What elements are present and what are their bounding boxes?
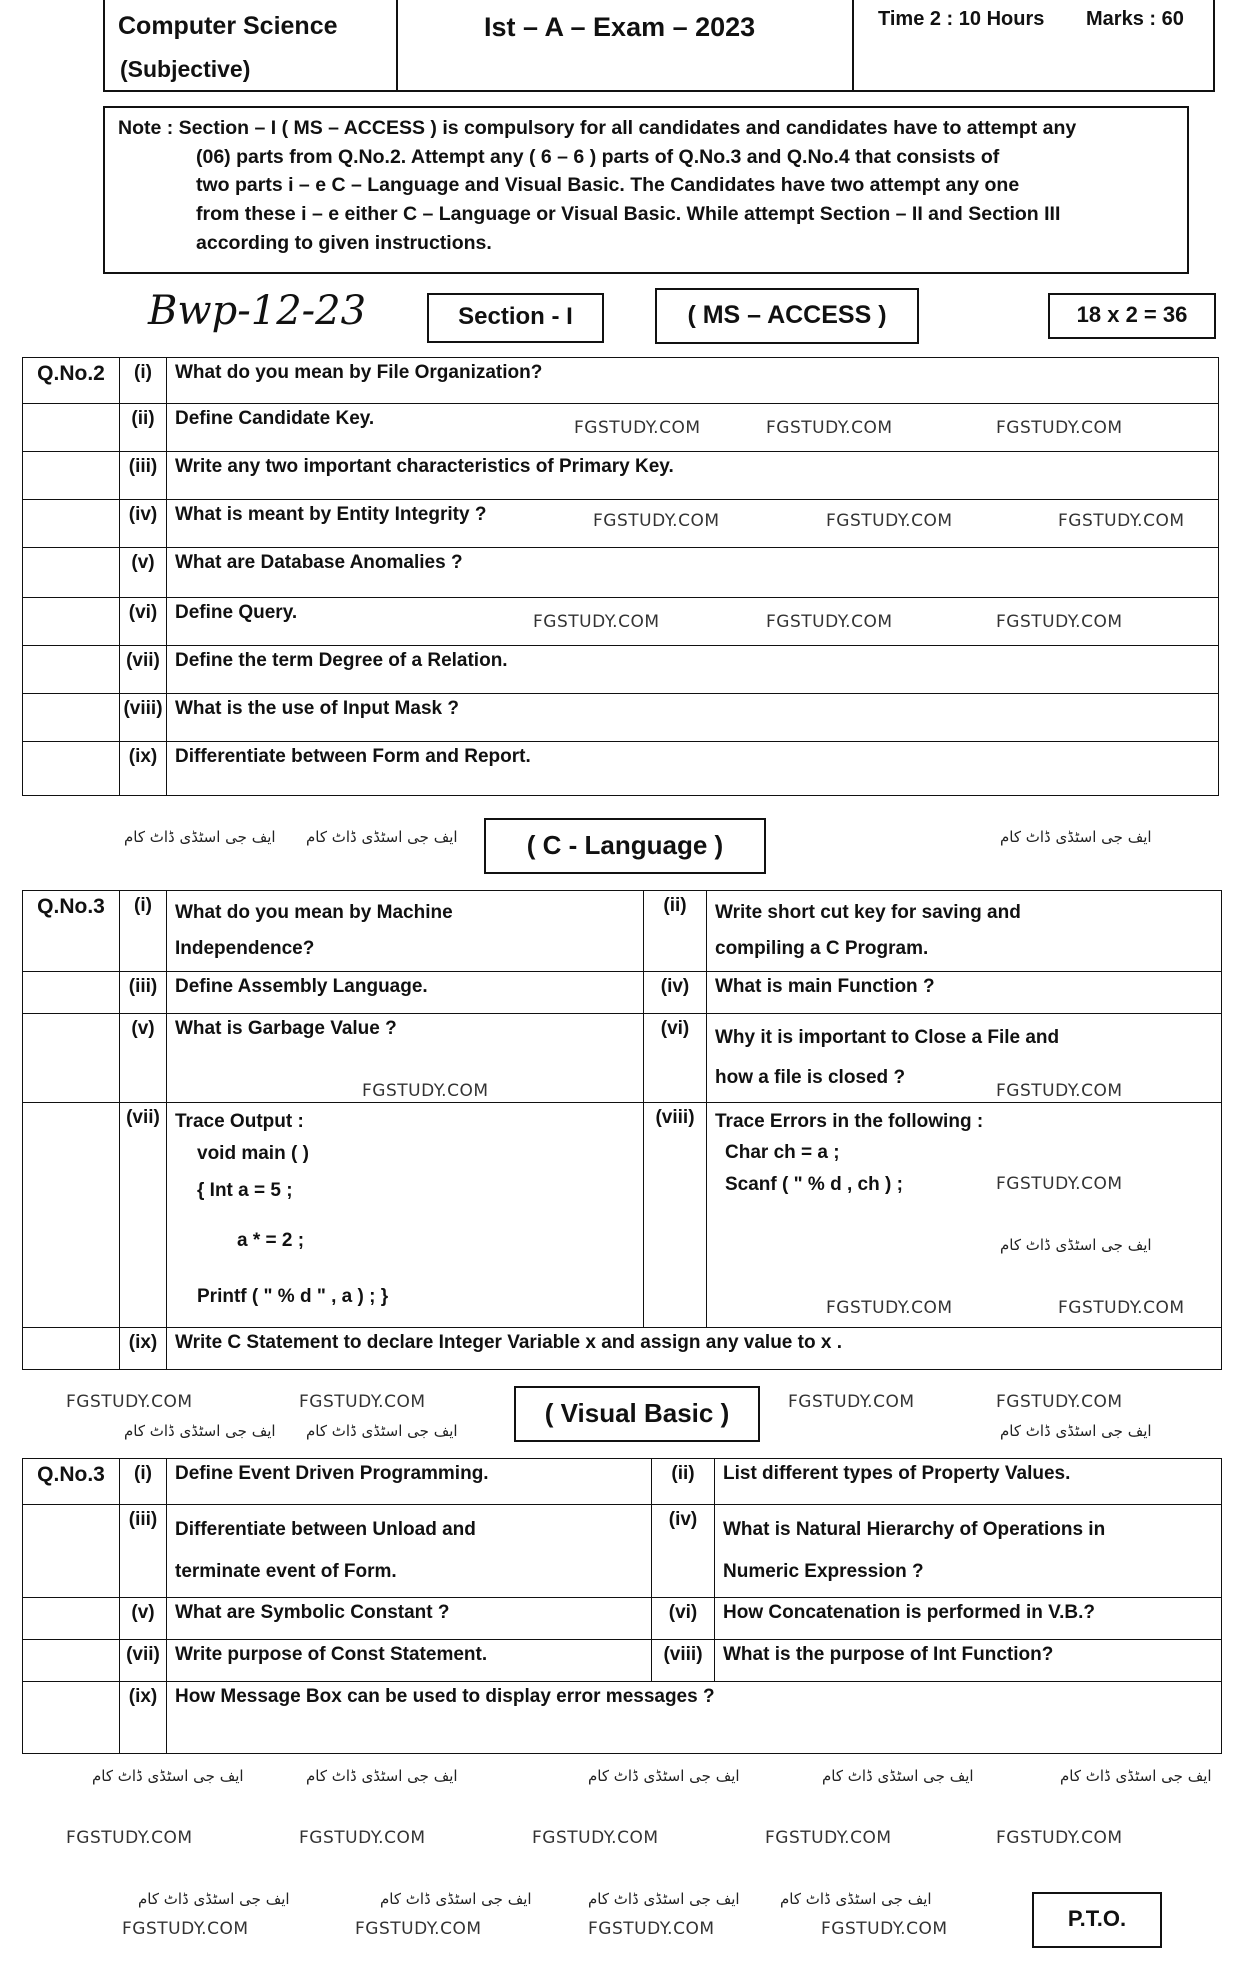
q2-number: Q.No.2 — [23, 358, 120, 404]
vb-part-text: What is Natural Hierarchy of Operations in Numeric Expression ? — [715, 1505, 1222, 1598]
q3-vb-number: Q.No.3 — [23, 1459, 120, 1505]
q2-part-text: What do you mean by File Organization? — [167, 358, 1219, 404]
watermark-text: FGSTUDY.COM — [532, 1828, 659, 1848]
vb-part-number: (ii) — [652, 1459, 715, 1505]
q2-part-text: Write any two important characteristics of Primary Key. — [167, 452, 1219, 500]
vb-part-number: (vi) — [652, 1598, 715, 1640]
watermark-text: FGSTUDY.COM — [1058, 1298, 1185, 1318]
vb-part-text: Differentiate between Unload and terminate event of Form. — [167, 1505, 652, 1598]
vb-part-text: How Concatenation is performed in V.B.? — [715, 1598, 1222, 1640]
vb-part-number: (ix) — [120, 1682, 167, 1754]
visual-basic-title: ( Visual Basic ) — [514, 1386, 760, 1442]
vb-part-number: (vii) — [120, 1640, 167, 1682]
watermark-text: FGSTUDY.COM — [996, 1174, 1123, 1194]
c-part-number: (vii) — [120, 1103, 167, 1328]
exam-time: Time 2 : 10 Hours — [878, 8, 1045, 30]
exam-title: Ist – A – Exam – 2023 — [484, 12, 756, 42]
vb-part-number: (viii) — [652, 1640, 715, 1682]
watermark-urdu: ایف جی اسٹڈی ڈاٹ کام — [124, 1422, 276, 1440]
vb-part-number: (v) — [120, 1598, 167, 1640]
q3-vb-table — [22, 1458, 1222, 1754]
watermark-text: FGSTUDY.COM — [996, 418, 1123, 438]
q2-part-number: (iii) — [120, 452, 167, 500]
note-line-5: according to given instructions. — [196, 232, 492, 254]
c-part-number: (ii) — [644, 891, 707, 972]
watermark-urdu: ایف جی اسٹڈی ڈاٹ کام — [1060, 1767, 1212, 1785]
vb-part-text: List different types of Property Values. — [715, 1459, 1222, 1505]
note-line-4: from these i – e either C – Language or Visual Basic. While attempt Section – II and Section III — [196, 203, 1061, 225]
exam-marks: Marks : 60 — [1086, 8, 1184, 30]
q2-part-text: Define the term Degree of a Relation. — [167, 646, 1219, 694]
watermark-text: FGSTUDY.COM — [826, 1298, 953, 1318]
vb-part-text: What is the purpose of Int Function? — [715, 1640, 1222, 1682]
watermark-text: FGSTUDY.COM — [66, 1828, 193, 1848]
q2-part-number: (iv) — [120, 500, 167, 548]
c-part-number: (vi) — [644, 1014, 707, 1103]
note-line-1: Note : Section – I ( MS – ACCESS ) is compulsory for all candidates and candidates have to attempt any — [118, 117, 1077, 139]
header-divider-2 — [852, 0, 854, 92]
watermark-text: FGSTUDY.COM — [788, 1392, 915, 1412]
watermark-text: FGSTUDY.COM — [766, 418, 893, 438]
q2-part-number: (vi) — [120, 598, 167, 646]
c-part-number: (ix) — [120, 1328, 167, 1370]
c-part-number: (iii) — [120, 972, 167, 1014]
c-language-title: ( C - Language ) — [484, 818, 766, 874]
watermark-text: FGSTUDY.COM — [122, 1919, 249, 1939]
q2-part-number: (i) — [120, 358, 167, 404]
vb-part-number: (iv) — [652, 1505, 715, 1598]
subject-title: Computer Science — [118, 12, 338, 40]
c-trace-output: Trace Output : void main ( ) { Int a = 5 ; a * = 2 ; Printf ( " % d " , a ) ; } — [167, 1103, 644, 1328]
watermark-urdu: ایف جی اسٹڈی ڈاٹ کام — [822, 1767, 974, 1785]
watermark-text: FGSTUDY.COM — [299, 1392, 426, 1412]
q2-part-text: What is meant by Entity Integrity ? — [167, 500, 1219, 548]
c-part-text: What is Garbage Value ? — [167, 1014, 644, 1103]
subject-subtitle: (Subjective) — [120, 56, 251, 82]
q2-part-number: (ii) — [120, 404, 167, 452]
vb-part-text: Write purpose of Const Statement. — [167, 1640, 652, 1682]
vb-part-text: How Message Box can be used to display error messages ? — [167, 1682, 1222, 1754]
watermark-text: FGSTUDY.COM — [299, 1828, 426, 1848]
watermark-text: FGSTUDY.COM — [821, 1919, 948, 1939]
q2-part-text: Differentiate between Form and Report. — [167, 742, 1219, 796]
c-part-number: (i) — [120, 891, 167, 972]
c-part-number: (iv) — [644, 972, 707, 1014]
watermark-urdu: ایف جی اسٹڈی ڈاٹ کام — [1000, 1236, 1152, 1254]
watermark-urdu: ایف جی اسٹڈی ڈاٹ کام — [380, 1890, 532, 1908]
watermark-text: FGSTUDY.COM — [588, 1919, 715, 1939]
watermark-text: FGSTUDY.COM — [593, 511, 720, 531]
watermark-text: FGSTUDY.COM — [826, 511, 953, 531]
watermark-text: FGSTUDY.COM — [574, 418, 701, 438]
watermark-urdu: ایف جی اسٹڈی ڈاٹ کام — [306, 1422, 458, 1440]
q2-part-number: (vii) — [120, 646, 167, 694]
c-part-text: Write short cut key for saving and compiling a C Program. — [707, 891, 1222, 972]
c-part-text: What is main Function ? — [707, 972, 1222, 1014]
q2-part-number: (viii) — [120, 694, 167, 742]
watermark-urdu: ایف جی اسٹڈی ڈاٹ کام — [124, 828, 276, 846]
vb-part-number: (iii) — [120, 1505, 167, 1598]
note-line-3: two parts i – e C – Language and Visual Basic. The Candidates have two attempt any one — [196, 174, 1020, 196]
watermark-urdu: ایف جی اسٹڈی ڈاٹ کام — [780, 1890, 932, 1908]
q3-c-table — [22, 890, 1222, 1370]
handwritten-code: Bwp-12-23 — [148, 288, 367, 334]
q2-part-text: What are Database Anomalies ? — [167, 548, 1219, 598]
section-1-subject: ( MS – ACCESS ) — [655, 288, 919, 344]
vb-part-text: Define Event Driven Programming. — [167, 1459, 652, 1505]
q2-part-text: Define Query. — [167, 598, 1219, 646]
watermark-text: FGSTUDY.COM — [766, 612, 893, 632]
q2-part-text: Define Candidate Key. — [167, 404, 1219, 452]
watermark-text: FGSTUDY.COM — [66, 1392, 193, 1412]
c-part-text: Why it is important to Close a File and how a file is closed ? — [707, 1014, 1222, 1103]
c-trace-errors: Trace Errors in the following : Char ch = a ; Scanf ( " % d , ch ) ; — [707, 1103, 1222, 1328]
watermark-text: FGSTUDY.COM — [362, 1081, 489, 1101]
note-line-2: (06) parts from Q.No.2. Attempt any ( 6 – 6 ) parts of Q.No.3 and Q.No.4 that consists of — [196, 146, 1000, 168]
section-1-marks: 18 x 2 = 36 — [1048, 293, 1216, 339]
watermark-text: FGSTUDY.COM — [996, 612, 1123, 632]
c-part-text: Write C Statement to declare Integer Variable x and assign any value to x . — [167, 1328, 1222, 1370]
watermark-urdu: ایف جی اسٹڈی ڈاٹ کام — [1000, 1422, 1152, 1440]
watermark-text: FGSTUDY.COM — [765, 1828, 892, 1848]
pto-box: P.T.O. — [1032, 1892, 1162, 1948]
watermark-urdu: ایف جی اسٹڈی ڈاٹ کام — [306, 828, 458, 846]
watermark-text: FGSTUDY.COM — [355, 1919, 482, 1939]
q2-part-number: (v) — [120, 548, 167, 598]
c-part-text: What do you mean by Machine Independence? — [167, 891, 644, 972]
q2-part-number: (ix) — [120, 742, 167, 796]
c-part-number: (v) — [120, 1014, 167, 1103]
section-1-label: Section - I — [427, 293, 604, 343]
q2-part-text: What is the use of Input Mask ? — [167, 694, 1219, 742]
watermark-urdu: ایف جی اسٹڈی ڈاٹ کام — [1000, 828, 1152, 846]
watermark-urdu: ایف جی اسٹڈی ڈاٹ کام — [92, 1767, 244, 1785]
q3-number: Q.No.3 — [23, 891, 120, 972]
header-divider-1 — [396, 0, 398, 92]
watermark-urdu: ایف جی اسٹڈی ڈاٹ کام — [138, 1890, 290, 1908]
watermark-text: FGSTUDY.COM — [996, 1828, 1123, 1848]
watermark-text: FGSTUDY.COM — [1058, 511, 1185, 531]
watermark-text: FGSTUDY.COM — [533, 612, 660, 632]
vb-part-text: What are Symbolic Constant ? — [167, 1598, 652, 1640]
c-part-number: (viii) — [644, 1103, 707, 1328]
watermark-urdu: ایف جی اسٹڈی ڈاٹ کام — [306, 1767, 458, 1785]
c-part-text: Define Assembly Language. — [167, 972, 644, 1014]
watermark-urdu: ایف جی اسٹڈی ڈاٹ کام — [588, 1767, 740, 1785]
vb-part-number: (i) — [120, 1459, 167, 1505]
watermark-text: FGSTUDY.COM — [996, 1081, 1123, 1101]
watermark-text: FGSTUDY.COM — [996, 1392, 1123, 1412]
watermark-urdu: ایف جی اسٹڈی ڈاٹ کام — [588, 1890, 740, 1908]
